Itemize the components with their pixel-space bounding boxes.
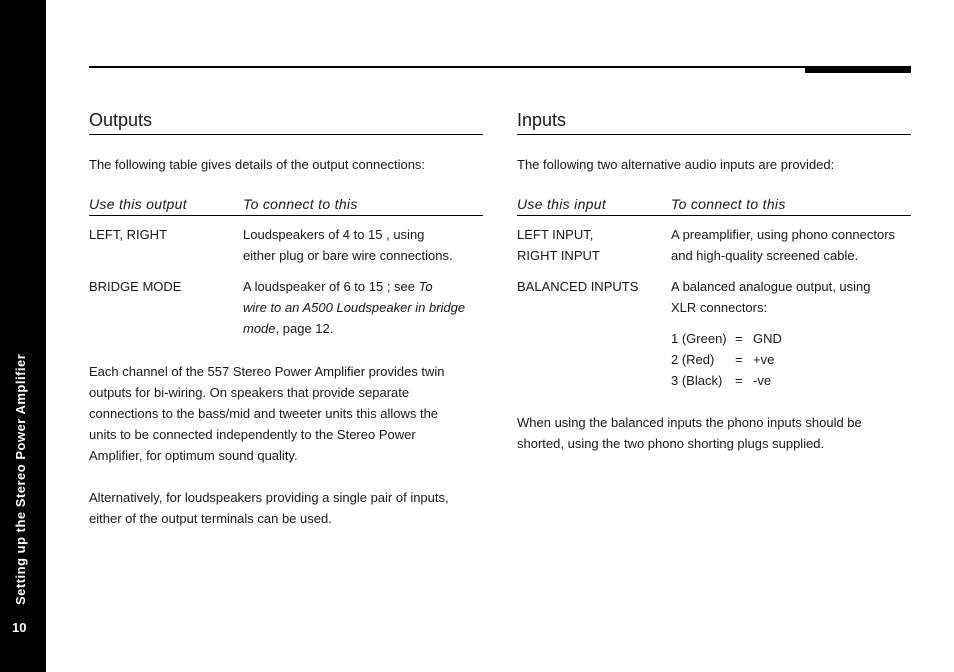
outputs-heading: Outputs — [89, 110, 483, 135]
pin-signal: GND — [753, 331, 782, 346]
paragraph-line: either of the output terminals can be used. — [89, 511, 332, 526]
paragraph-line: When using the balanced inputs the phono inputs should be — [517, 415, 862, 430]
inputs-col-header-1: Use this input — [517, 196, 607, 212]
output-description-text: A loudspeaker of 6 to 15 ; see — [243, 279, 419, 294]
list-item — [671, 349, 911, 370]
pin-label: 1 (Green) — [671, 331, 727, 346]
input-description — [671, 276, 911, 318]
output-description-line: either plug or bare wire connections. — [243, 248, 453, 263]
output-description — [243, 276, 483, 339]
outputs-col-header-2: To connect to this — [243, 196, 358, 212]
top-rule-tab — [805, 66, 911, 73]
outputs-table-header — [89, 196, 483, 216]
page-number: 10 — [12, 620, 27, 635]
outputs-col-header-1: Use this output — [89, 196, 187, 212]
output-name: LEFT, RIGHT — [89, 227, 168, 242]
xlr-pinout-list — [671, 328, 911, 391]
sidebar-section-title: Setting up the Stereo Power Amplifier — [13, 353, 28, 605]
pin-label: 2 (Red) — [671, 352, 715, 367]
input-description-line: and high-quality screened cable. — [671, 248, 859, 263]
paragraph-line: Amplifier, for optimum sound quality. — [89, 448, 298, 463]
inputs-balanced-note — [517, 412, 911, 454]
top-rule — [89, 66, 911, 68]
outputs-bi-wiring-paragraph — [89, 361, 483, 466]
sidebar — [0, 0, 46, 672]
input-description-line: XLR connectors: — [671, 300, 768, 315]
input-description-line: A preamplifier, using phono connectors — [671, 227, 896, 242]
input-description — [671, 224, 911, 266]
cross-reference-link: wire to an A500 Loudspeaker in bridge — [243, 300, 466, 315]
table-row — [89, 276, 483, 339]
inputs-table-header — [517, 196, 911, 216]
input-name-line: LEFT INPUT, — [517, 227, 594, 242]
paragraph-line: outputs for bi-wiring. On speakers that provide separate — [89, 385, 410, 400]
output-description — [243, 224, 483, 266]
cross-reference-link: mode — [243, 321, 276, 336]
paragraph-line: shorted, using the two phono shorting plugs supplied. — [517, 436, 825, 451]
table-row — [517, 224, 911, 266]
outputs-section — [89, 110, 483, 529]
inputs-intro: The following two alternative audio inputs are provided: — [517, 157, 835, 172]
pin-equals: = — [735, 331, 743, 346]
output-description-line — [243, 276, 483, 297]
pin-equals: = — [735, 352, 743, 367]
input-description-line: A balanced analogue output, using — [671, 279, 871, 294]
list-item — [671, 328, 911, 349]
pin-signal: -ve — [753, 373, 772, 388]
list-item — [671, 370, 911, 391]
input-name-line: RIGHT INPUT — [517, 248, 600, 263]
pin-label: 3 (Black) — [671, 373, 723, 388]
pin-signal: +ve — [753, 352, 775, 367]
paragraph-line: Alternatively, for loudspeakers providing a single pair of inputs, — [89, 490, 449, 505]
output-description-line — [243, 318, 483, 339]
outputs-intro: The following table gives details of the output connections: — [89, 157, 426, 172]
input-name — [517, 224, 671, 266]
inputs-heading: Inputs — [517, 110, 911, 135]
outputs-alternative-paragraph — [89, 487, 483, 529]
input-name-line: BALANCED INPUTS — [517, 279, 639, 294]
table-row — [517, 276, 911, 318]
paragraph-line: units to be connected independently to the Stereo Power — [89, 427, 416, 442]
pin-equals: = — [735, 373, 743, 388]
inputs-col-header-2: To connect to this — [671, 196, 786, 212]
inputs-section — [517, 110, 911, 454]
paragraph-line: connections to the bass/mid and tweeter units this allows the — [89, 406, 439, 421]
cross-reference-link: To — [418, 279, 433, 294]
table-row — [89, 224, 483, 266]
output-description-text: , page 12. — [275, 321, 334, 336]
input-name — [517, 276, 671, 318]
paragraph-line: Each channel of the 557 Stereo Power Amplifier provides twin — [89, 364, 445, 379]
output-name: BRIDGE MODE — [89, 279, 182, 294]
output-description-line: Loudspeakers of 4 to 15 , using — [243, 227, 425, 242]
